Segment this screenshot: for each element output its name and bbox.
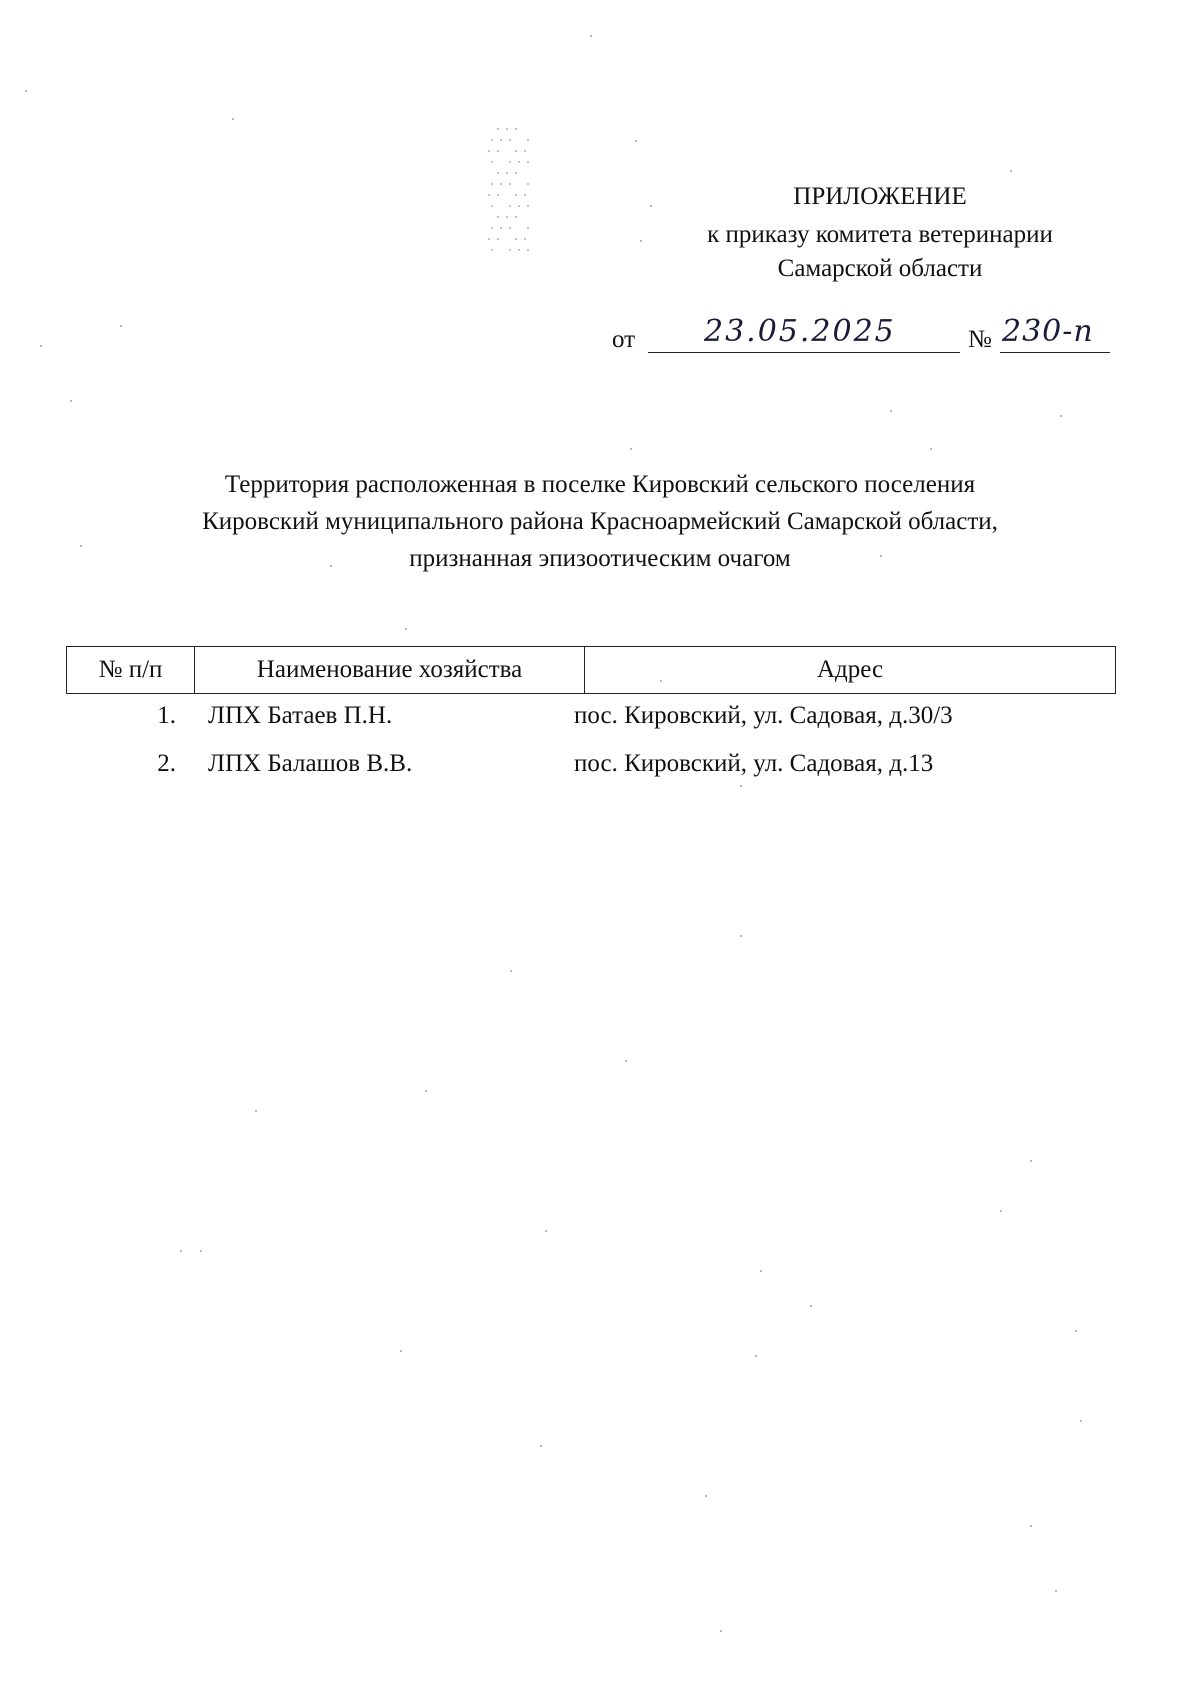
scan-speck <box>660 680 662 682</box>
scan-speck <box>635 140 637 142</box>
farm-address: пос. Кировский, ул. Садовая, д.30/3 <box>574 702 953 729</box>
stamp-dot <box>491 139 493 141</box>
stamp-dot <box>491 183 493 185</box>
stamp-dot <box>506 128 508 130</box>
stamp-dot <box>515 172 517 174</box>
stamp-dot <box>500 227 502 229</box>
scan-speck <box>650 205 652 207</box>
stamp-dot <box>515 216 517 218</box>
table-header <box>66 646 1116 694</box>
order-date-label: от <box>612 326 636 353</box>
stamp-dot <box>491 161 493 163</box>
stamp-dot <box>527 249 529 251</box>
stamp-dot <box>506 216 508 218</box>
stamp-dot <box>527 227 529 229</box>
scan-speck <box>1000 1210 1002 1212</box>
stamp-dot <box>491 249 493 251</box>
scan-speck <box>1030 1525 1032 1527</box>
scan-speck <box>180 1250 182 1252</box>
scan-speck <box>400 1350 402 1352</box>
stamp-dot <box>509 183 511 185</box>
scan-speck <box>1010 170 1012 172</box>
scan-speck <box>40 345 42 347</box>
stamp-dot <box>515 150 517 152</box>
faint-stamp-mark <box>488 128 538 268</box>
stamp-dot <box>509 139 511 141</box>
document-heading-line1: Территория расположенная в поселке Кировский сельского поселения <box>224 471 976 498</box>
order-reference <box>612 314 1132 358</box>
stamp-dot <box>509 205 511 207</box>
stamp-dot <box>518 249 520 251</box>
stamp-dot <box>500 139 502 141</box>
scan-speck <box>1075 1330 1077 1332</box>
stamp-dot <box>515 238 517 240</box>
scan-speck <box>890 410 892 412</box>
stamp-dot <box>524 194 526 196</box>
stamp-dot <box>515 128 517 130</box>
stamp-dot <box>509 227 511 229</box>
stamp-dot <box>518 205 520 207</box>
appendix-subtitle-line2: Самарской области <box>777 255 983 282</box>
farm-name: ЛПХ Батаев П.Н. <box>208 702 393 729</box>
scan-speck <box>200 1250 202 1252</box>
farm-name: ЛПХ Балашов В.В. <box>208 750 413 777</box>
scan-speck <box>540 1445 542 1447</box>
column-header-farm-name: Наименование хозяйства <box>195 647 585 693</box>
column-header-number: № п/п <box>67 647 195 693</box>
stamp-dot <box>527 183 529 185</box>
order-number-underline <box>1000 352 1110 353</box>
scan-speck <box>425 1090 427 1092</box>
scan-speck <box>1060 415 1062 417</box>
scan-speck <box>405 628 407 630</box>
scan-speck <box>80 545 82 547</box>
scan-speck <box>545 1230 547 1232</box>
scan-speck <box>25 90 27 92</box>
stamp-dot <box>506 172 508 174</box>
scan-speck <box>1080 1420 1082 1422</box>
column-header-address: Адрес <box>816 656 884 683</box>
row-number: 2. <box>157 750 176 777</box>
scan-speck <box>590 35 592 37</box>
scan-speck <box>1030 1160 1032 1162</box>
scan-speck <box>930 448 932 450</box>
stamp-dot <box>527 161 529 163</box>
stamp-dot <box>497 150 499 152</box>
scan-speck <box>255 1110 257 1112</box>
scan-speck <box>705 1495 707 1497</box>
stamp-dot <box>524 238 526 240</box>
table-row <box>66 750 1116 790</box>
scan-speck <box>625 1060 627 1062</box>
scan-speck <box>755 1355 757 1357</box>
stamp-dot <box>488 150 490 152</box>
stamp-dot <box>527 205 529 207</box>
document-heading-line3: признанная эпизоотическим очагом <box>409 545 791 572</box>
stamp-dot <box>488 194 490 196</box>
scan-speck <box>740 785 742 787</box>
scan-speck <box>640 240 642 242</box>
scan-speck <box>740 935 742 937</box>
row-number: 1. <box>157 702 176 729</box>
stamp-dot <box>497 172 499 174</box>
scan-speck <box>720 1630 722 1632</box>
order-date-handwritten: 23.05.2025 <box>704 314 896 349</box>
scan-speck <box>630 448 632 450</box>
scan-speck <box>330 565 332 567</box>
stamp-dot <box>497 216 499 218</box>
appendix-subtitle-line1: к приказу комитета ветеринарии <box>707 221 1053 248</box>
stamp-dot <box>509 161 511 163</box>
stamp-dot <box>497 194 499 196</box>
stamp-dot <box>497 128 499 130</box>
scan-speck <box>760 1270 762 1272</box>
stamp-dot <box>527 139 529 141</box>
stamp-dot <box>524 150 526 152</box>
stamp-dot <box>515 194 517 196</box>
order-date-underline <box>648 352 960 353</box>
order-number-label: № <box>968 326 992 353</box>
stamp-dot <box>500 183 502 185</box>
scan-speck <box>810 1305 812 1307</box>
stamp-dot <box>518 161 520 163</box>
scan-speck <box>880 555 882 557</box>
table-row <box>66 702 1116 742</box>
stamp-dot <box>488 238 490 240</box>
scan-speck <box>120 325 122 327</box>
farm-address: пос. Кировский, ул. Садовая, д.13 <box>574 750 934 777</box>
stamp-dot <box>509 249 511 251</box>
scan-speck <box>1055 1590 1057 1592</box>
scan-speck <box>510 970 512 972</box>
stamp-dot <box>491 227 493 229</box>
stamp-dot <box>497 238 499 240</box>
scan-speck <box>232 118 234 120</box>
scan-speck <box>70 400 72 402</box>
document-heading-line2: Кировский муниципального района Красноармейский Самарской области, <box>202 508 998 535</box>
stamp-dot <box>491 205 493 207</box>
order-number-handwritten: 230-п <box>1002 314 1094 349</box>
appendix-title: ПРИЛОЖЕНИЕ <box>793 183 967 210</box>
